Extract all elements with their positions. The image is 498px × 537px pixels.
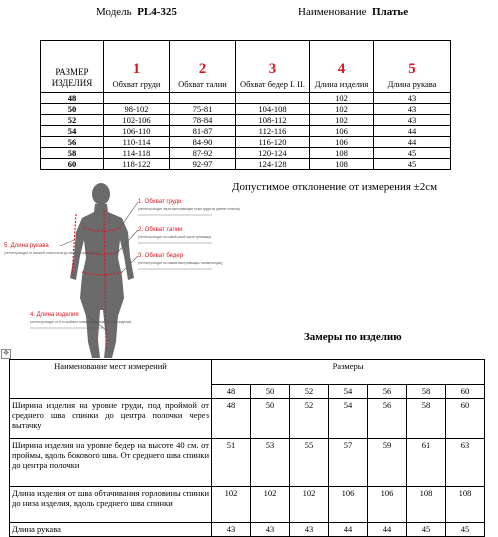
size-cell: 102-106: [104, 115, 170, 126]
measure-value: 43: [290, 523, 329, 537]
measure-value: 102: [251, 487, 290, 523]
measure-value: 108: [446, 487, 485, 523]
label-chest: 1. Обхват груди: [138, 199, 182, 205]
label-sleeve: 5. Длина рукава: [4, 243, 49, 249]
measures-size-header: 50: [251, 385, 290, 399]
size-row: [41, 115, 451, 126]
label-sleeve-sub: (лента проходит от высшей точки плеча до нижнего края рукава): [4, 251, 101, 255]
measure-value: 45: [446, 523, 485, 537]
size-cell: 104-108: [236, 104, 310, 115]
measure-value: 53: [251, 439, 290, 487]
name-value: Платье: [372, 6, 409, 18]
col-sleeve: 5 Длина рукава: [374, 41, 451, 93]
measure-value: 56: [368, 399, 407, 439]
size-row: [41, 93, 451, 104]
measures-title: Замеры по изделию: [304, 331, 402, 343]
size-row: [41, 126, 451, 137]
col-hips: 3 Обхват бедер I. II.: [236, 41, 310, 93]
size-cell: [170, 93, 236, 104]
measure-value: 54: [329, 399, 368, 439]
size-cell: [104, 93, 170, 104]
measure-value: 102: [290, 487, 329, 523]
size-row: [41, 148, 451, 159]
size-value: 56: [41, 137, 104, 148]
size-cell: 108: [310, 159, 374, 170]
measures-row: [10, 399, 485, 439]
label-hips: 3. Обхват бедер: [138, 253, 184, 259]
size-cell: 44: [374, 137, 451, 148]
size-cell: 124-128: [236, 159, 310, 170]
size-cell: 43: [374, 115, 451, 126]
size-corner-label: РАЗМЕР ИЗДЕЛИЯ: [41, 41, 104, 93]
measure-value: 43: [251, 523, 290, 537]
label-chest-sub: (лента проходит через выступающие точки груди на уровне лопаток): [138, 207, 241, 211]
size-cell: 108-112: [236, 115, 310, 126]
size-cell: 120-124: [236, 148, 310, 159]
measurement-figure: [0, 180, 241, 360]
size-value: 60: [41, 159, 104, 170]
measures-size-header: 60: [446, 385, 485, 399]
size-cell: 44: [374, 126, 451, 137]
measure-value: 60: [446, 399, 485, 439]
size-cell: 106: [310, 137, 374, 148]
col-length: 4 Длина изделия: [310, 41, 374, 93]
model-line: [96, 6, 177, 18]
size-value: 52: [41, 115, 104, 126]
measure-value: 52: [290, 399, 329, 439]
measure-value: 58: [407, 399, 446, 439]
label-length: 4. Длина изделия: [30, 312, 79, 318]
tolerance-note: Допустимое отклонение от измерения ±2см: [232, 181, 438, 193]
measure-value: 102: [212, 487, 251, 523]
table-move-handle-icon[interactable]: ✥: [1, 349, 11, 359]
size-row: [41, 104, 451, 115]
size-row: [41, 159, 451, 170]
label-waist: 2. Обхват талии: [138, 227, 183, 233]
measure-value: 55: [290, 439, 329, 487]
measure-value: 50: [251, 399, 290, 439]
measure-value: 57: [329, 439, 368, 487]
size-cell: 106: [310, 126, 374, 137]
measure-description: Длина рукава: [10, 523, 212, 537]
measure-description: Длина изделия от шва обтачивания горловины спинки до низа изделия, вдоль среднего шва спинки: [10, 487, 212, 523]
size-row: [41, 137, 451, 148]
size-value: 54: [41, 126, 104, 137]
measures-size-header: 56: [368, 385, 407, 399]
measures-sizes-header: Размеры: [212, 360, 485, 385]
measures-size-header: 52: [290, 385, 329, 399]
size-cell: 102: [310, 104, 374, 115]
measure-value: 106: [329, 487, 368, 523]
measure-value: 45: [407, 523, 446, 537]
measure-value: 48: [212, 399, 251, 439]
size-cell: 78-84: [170, 115, 236, 126]
size-value: 50: [41, 104, 104, 115]
size-cell: 110-114: [104, 137, 170, 148]
size-cell: 87-92: [170, 148, 236, 159]
name-label: Наименование: [298, 6, 367, 18]
measures-size-header: 48: [212, 385, 251, 399]
measures-table: [9, 359, 485, 537]
measure-value: 44: [368, 523, 407, 537]
size-cell: 112-116: [236, 126, 310, 137]
size-cell: 108: [310, 148, 374, 159]
measures-row: [10, 523, 485, 537]
measure-value: 108: [407, 487, 446, 523]
measure-description: Ширина изделия на уровне бедер на высоте 40 см. от проймы, вдоль бокового шва. От среднего шва спинки до центра полочки: [10, 439, 212, 487]
size-table: [40, 40, 451, 170]
size-cell: 92-97: [170, 159, 236, 170]
body-silhouette: [70, 183, 134, 358]
size-cell: 102: [310, 93, 374, 104]
measures-row: [10, 487, 485, 523]
measure-value: 44: [329, 523, 368, 537]
size-cell: [236, 93, 310, 104]
size-cell: 118-122: [104, 159, 170, 170]
measures-row: [10, 439, 485, 487]
measure-description: Ширина изделия на уровне груди, под проймой от среднего шва спинки до центра полочки через вытачку: [10, 399, 212, 439]
size-cell: 102: [310, 115, 374, 126]
size-value: 58: [41, 148, 104, 159]
measures-col-header: Наименование мест измерений: [10, 360, 212, 399]
measure-value: 43: [212, 523, 251, 537]
label-length-sub: (лента проходит от 6-го шейного позвонка до нижнего края изделия): [30, 320, 132, 324]
size-cell: 116-120: [236, 137, 310, 148]
measure-value: 106: [368, 487, 407, 523]
model-label: Модель: [96, 6, 132, 18]
size-cell: 75-81: [170, 104, 236, 115]
label-hips-sub: (лента проходит по самым выступающим точкам ягодиц): [138, 261, 223, 265]
measures-size-header: 58: [407, 385, 446, 399]
col-chest: 1 Обхват груди: [104, 41, 170, 93]
measure-value: 51: [212, 439, 251, 487]
size-cell: 106-110: [104, 126, 170, 137]
size-cell: 98-102: [104, 104, 170, 115]
product-name-line: [298, 6, 408, 18]
size-cell: 84-90: [170, 137, 236, 148]
size-cell: 114-118: [104, 148, 170, 159]
size-cell: 43: [374, 93, 451, 104]
size-value: 48: [41, 93, 104, 104]
col-waist: 2 Обхват талии: [170, 41, 236, 93]
measure-value: 61: [407, 439, 446, 487]
size-cell: 45: [374, 159, 451, 170]
model-code: PL4-325: [137, 6, 177, 18]
measures-size-header: 54: [329, 385, 368, 399]
size-cell: 81-87: [170, 126, 236, 137]
size-cell: 43: [374, 104, 451, 115]
measure-value: 59: [368, 439, 407, 487]
size-cell: 45: [374, 148, 451, 159]
label-waist-sub: (лента проходит по самой узкой части туловища): [138, 235, 212, 239]
measure-value: 63: [446, 439, 485, 487]
